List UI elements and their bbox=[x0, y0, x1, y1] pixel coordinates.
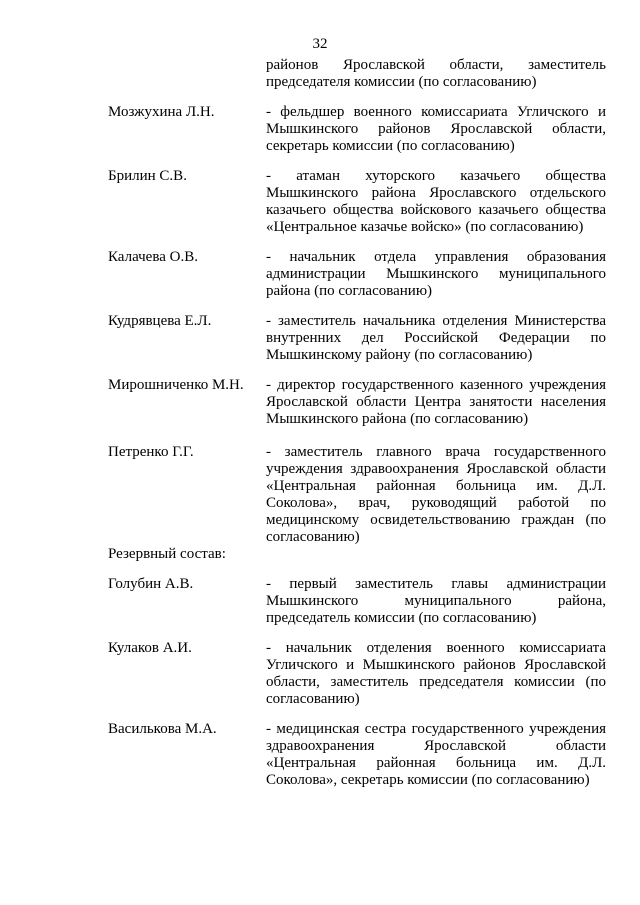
page-number: 32 bbox=[312, 36, 328, 52]
reserve-member-name: Василькова М.А. bbox=[108, 721, 217, 737]
member-role-line: - атаман хуторского казачьего общества bbox=[266, 168, 606, 184]
reserve-member-role-line: области, заместитель председателя комиссии (по bbox=[266, 674, 606, 690]
reserve-heading: Резервный состав: bbox=[108, 546, 226, 562]
reserve-member-role-line: «Центральная районная больница им. Д.Л. bbox=[266, 755, 606, 771]
member-role-line: Соколова», врач, руководящий работой по bbox=[266, 495, 606, 511]
member-role-line: секретарь комиссии (по согласованию) bbox=[266, 138, 515, 154]
member-role-line: казачьего общества войскового казачьего общества bbox=[266, 202, 606, 218]
member-role-line: согласованию) bbox=[266, 529, 360, 545]
member-role-line: - директор государственного казенного учреждения bbox=[266, 377, 606, 393]
reserve-member-role-line: председатель комиссии (по согласованию) bbox=[266, 610, 537, 626]
continuation-line-2: председателя комиссии (по согласованию) bbox=[266, 74, 537, 90]
member-role-line: «Центральная районная больница им. Д.Л. bbox=[266, 478, 606, 494]
reserve-member-role-line: - начальник отделения военного комиссариата bbox=[266, 640, 606, 656]
member-role-line: Мышкинскому району (по согласованию) bbox=[266, 347, 533, 363]
member-name: Калачева О.В. bbox=[108, 249, 198, 265]
member-role-line: Мышкинского района Ярославского отдельского bbox=[266, 185, 606, 201]
reserve-member-role-line: здравоохранения Ярославской области bbox=[266, 738, 606, 754]
reserve-member-name: Голубин А.В. bbox=[108, 576, 194, 592]
member-role-line: Мышкинского района (по согласованию) bbox=[266, 411, 529, 427]
member-role-line: Мышкинского районов Ярославской области, bbox=[266, 121, 606, 137]
reserve-member-role-line: - первый заместитель главы администрации bbox=[266, 576, 606, 592]
member-role-line: - заместитель главного врача государственного bbox=[266, 444, 606, 460]
member-role-line: медицинскому освидетельствованию граждан (по bbox=[266, 512, 606, 528]
reserve-member-role-line: - медицинская сестра государственного учреждения bbox=[266, 721, 606, 737]
continuation-line-1: районов Ярославской области, заместитель bbox=[266, 57, 606, 73]
member-role-line: - фельдшер военного комиссариата Угличского и bbox=[266, 104, 606, 120]
member-role-line: района (по согласованию) bbox=[266, 283, 433, 299]
member-name: Мозжухина Л.Н. bbox=[108, 104, 215, 120]
reserve-member-role-line: Угличского и Мышкинского районов Ярославской bbox=[266, 657, 606, 673]
reserve-member-name: Кулаков А.И. bbox=[108, 640, 192, 656]
member-name: Мирошниченко М.Н. bbox=[108, 377, 244, 393]
member-name: Петренко Г.Г. bbox=[108, 444, 194, 460]
member-name: Брилин С.В. bbox=[108, 168, 187, 184]
member-role-line: - заместитель начальника отделения Министерства bbox=[266, 313, 606, 329]
member-role-line: «Центральное казачье войско» (по согласованию) bbox=[266, 219, 584, 235]
member-role-line: учреждения здравоохранения Ярославской области bbox=[266, 461, 606, 477]
member-role-line: - начальник отдела управления образования bbox=[266, 249, 606, 265]
reserve-member-role-line: Мышкинского муниципального района, bbox=[266, 593, 606, 609]
member-role-line: Ярославской области Центра занятости населения bbox=[266, 394, 606, 410]
reserve-member-role-line: согласованию) bbox=[266, 691, 360, 707]
reserve-member-role-line: Соколова», секретарь комиссии (по согласованию) bbox=[266, 772, 590, 788]
member-role-line: администрации Мышкинского муниципального bbox=[266, 266, 606, 282]
member-role-line: внутренних дел Российской Федерации по bbox=[266, 330, 606, 346]
member-name: Кудрявцева Е.Л. bbox=[108, 313, 212, 329]
